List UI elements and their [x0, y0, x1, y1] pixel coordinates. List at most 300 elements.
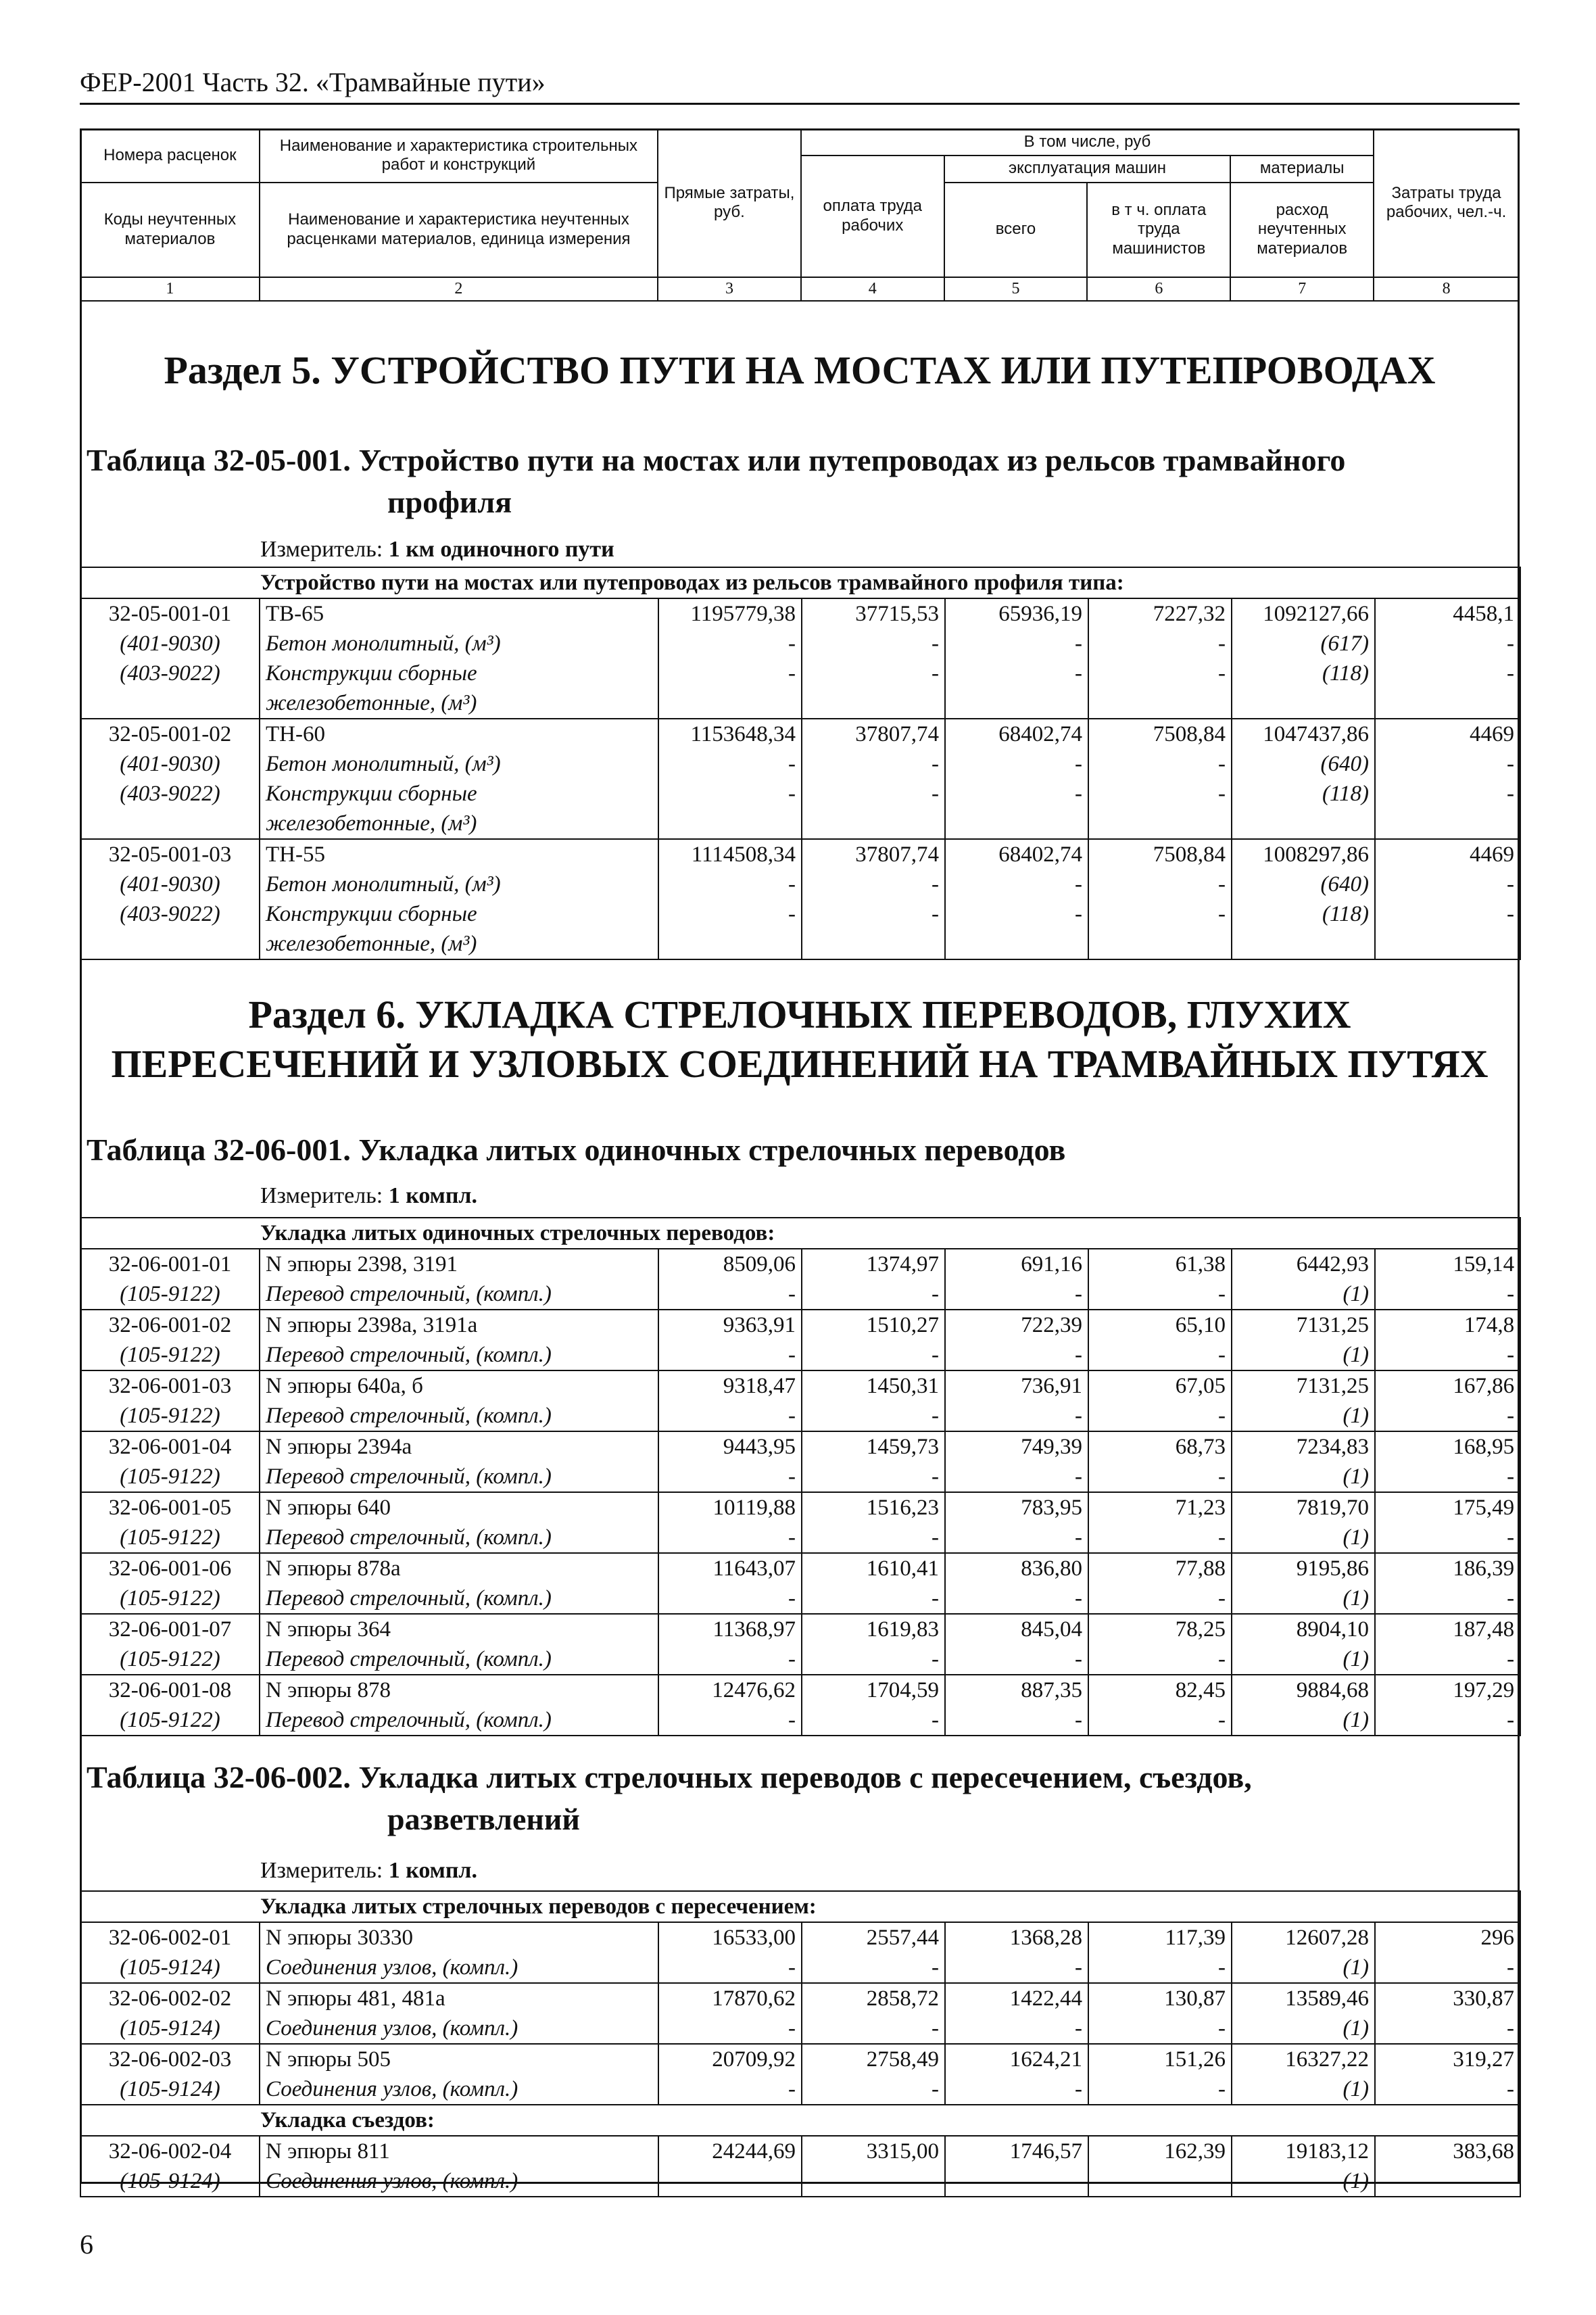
value-cell: - [658, 2013, 802, 2044]
value-cell: - [1375, 1644, 1520, 1675]
value-cell: - [945, 869, 1088, 899]
name-cell: ТН-60 [260, 719, 658, 749]
table-caption-row [80, 1218, 1520, 1249]
value-cell: (118) [1232, 899, 1375, 929]
value-cell: - [658, 1462, 802, 1492]
rate-code-cell: (105-9122) [80, 1583, 260, 1614]
table-32-06-002-title [87, 1757, 1506, 1840]
rate-row [80, 1492, 1520, 1523]
rate-row [80, 2044, 1520, 2074]
value-cell: (640) [1232, 869, 1375, 899]
table-caption-row [80, 2105, 1520, 2136]
rate-code-cell: 32-06-001-04 [80, 1431, 260, 1462]
value-cell: 9443,95 [658, 1431, 802, 1462]
value-cell: - [802, 1644, 945, 1675]
value-cell: - [945, 1401, 1088, 1431]
name-cell: Перевод стрелочный, (компл.) [260, 1401, 658, 1431]
value-cell: 10119,88 [658, 1492, 802, 1523]
value-cell [802, 688, 945, 719]
value-cell [658, 688, 802, 719]
header-group-materials: материалы [1230, 156, 1374, 183]
name-cell: железобетонные, (м³) [260, 929, 658, 959]
value-cell: 16327,22 [1232, 2044, 1375, 2074]
section-title-line: Раздел 6. УКЛАДКА СТРЕЛОЧНЫХ ПЕРЕВОДОВ, ГЛУХИХ [248, 993, 1351, 1036]
value-cell: - [1088, 2074, 1232, 2105]
meter-value: 1 компл. [388, 1858, 478, 1883]
header-rule [80, 103, 1520, 105]
value-cell: 186,39 [1375, 1553, 1520, 1583]
rate-code-cell: 32-06-001-01 [80, 1249, 260, 1279]
name-cell: Перевод стрелочный, (компл.) [260, 1279, 658, 1310]
rate-row [80, 1553, 1520, 1583]
name-cell: ТВ-65 [260, 598, 658, 629]
rate-code-cell: (403-9022) [80, 659, 260, 688]
name-cell: N эпюры 2394а [260, 1431, 658, 1462]
value-cell [1232, 688, 1375, 719]
value-cell: - [945, 1462, 1088, 1492]
value-cell: - [1088, 1644, 1232, 1675]
value-cell: 17870,62 [658, 1983, 802, 2013]
value-cell: - [802, 1340, 945, 1370]
table-32-06-001 [80, 1217, 1521, 1736]
value-cell: - [802, 1953, 945, 1983]
value-cell: - [802, 2166, 945, 2197]
section-5-title: Раздел 5. УСТРОЙСТВО ПУТИ НА МОСТАХ ИЛИ ПУТЕПРОВОДАХ [164, 348, 1436, 392]
value-cell: - [802, 749, 945, 779]
value-cell: 16533,00 [658, 1922, 802, 1953]
value-cell: 37715,53 [802, 598, 945, 629]
material-row [80, 659, 1520, 688]
material-row [80, 1953, 1520, 1983]
name-cell: Конструкции сборные [260, 659, 658, 688]
material-row [80, 1523, 1520, 1553]
material-row [80, 688, 1520, 719]
rate-code-cell [80, 929, 260, 959]
value-cell: - [658, 629, 802, 659]
value-cell: 1704,59 [802, 1675, 945, 1705]
rate-code-cell: 32-05-001-03 [80, 839, 260, 869]
value-cell: 130,87 [1088, 1983, 1232, 2013]
value-cell: - [1088, 749, 1232, 779]
value-cell: - [1375, 629, 1520, 659]
name-cell: Перевод стрелочный, (компл.) [260, 1462, 658, 1492]
rate-code-cell: 32-06-001-08 [80, 1675, 260, 1705]
value-cell: (1) [1232, 2013, 1375, 2044]
value-cell: (118) [1232, 779, 1375, 809]
table-caption: Укладка литых стрелочных переводов с пересечением: [80, 1891, 1520, 1922]
name-cell: Перевод стрелочный, (компл.) [260, 1523, 658, 1553]
value-cell: 11643,07 [658, 1553, 802, 1583]
value-cell: 845,04 [945, 1614, 1088, 1644]
table-32-06-002 [80, 1890, 1521, 2197]
value-cell: - [658, 659, 802, 688]
name-cell: N эпюры 30330 [260, 1922, 658, 1953]
rate-row [80, 1983, 1520, 2013]
value-cell: - [945, 659, 1088, 688]
name-cell: железобетонные, (м³) [260, 688, 658, 719]
value-cell: - [1088, 659, 1232, 688]
value-cell: 6442,93 [1232, 1249, 1375, 1279]
header-cell-4: оплата труда рабочих [801, 156, 944, 277]
value-cell: - [1375, 1705, 1520, 1736]
value-cell: - [802, 1583, 945, 1614]
table-32-05-001 [80, 567, 1521, 960]
material-row [80, 2166, 1520, 2197]
value-cell: 7508,84 [1088, 839, 1232, 869]
table-caption: Устройство пути на мостах или путепроводах из рельсов трамвайного профиля типа: [80, 567, 1520, 598]
value-cell: - [945, 749, 1088, 779]
value-cell: - [1088, 1462, 1232, 1492]
name-cell: N эпюры 481, 481а [260, 1983, 658, 2013]
value-cell: 1610,41 [802, 1553, 945, 1583]
header-number: 7 [1230, 277, 1374, 301]
rate-row [80, 1249, 1520, 1279]
value-cell [945, 929, 1088, 959]
rate-row [80, 1922, 1520, 1953]
value-cell: 319,27 [1375, 2044, 1520, 2074]
table-caption: Укладка литых одиночных стрелочных переводов: [80, 1218, 1520, 1249]
value-cell: 167,86 [1375, 1370, 1520, 1401]
name-cell: Соединения узлов, (компл.) [260, 2166, 658, 2197]
header-number: 8 [1374, 277, 1519, 301]
value-cell: (1) [1232, 1583, 1375, 1614]
rate-code-cell: 32-06-001-03 [80, 1370, 260, 1401]
table-32-06-001-meter [260, 1183, 477, 1209]
meter-label: Измеритель: [260, 1858, 383, 1883]
value-cell: 7131,25 [1232, 1310, 1375, 1340]
value-cell: - [802, 629, 945, 659]
value-cell: 175,49 [1375, 1492, 1520, 1523]
rate-code-cell: 32-05-001-01 [80, 598, 260, 629]
value-cell: - [1375, 2166, 1520, 2197]
value-cell: - [658, 749, 802, 779]
rate-code-cell: (401-9030) [80, 869, 260, 899]
rate-code-cell: (403-9022) [80, 899, 260, 929]
name-cell: Перевод стрелочный, (компл.) [260, 1583, 658, 1614]
value-cell: - [658, 1644, 802, 1675]
meter-label: Измеритель: [260, 537, 383, 562]
value-cell: (1) [1232, 1523, 1375, 1553]
material-row [80, 1644, 1520, 1675]
header-number: 4 [801, 277, 944, 301]
table-caption-row [80, 1891, 1520, 1922]
value-cell: 1195779,38 [658, 598, 802, 629]
material-row [80, 749, 1520, 779]
value-cell: - [1088, 899, 1232, 929]
value-cell: 722,39 [945, 1310, 1088, 1340]
value-cell [1375, 688, 1520, 719]
table-32-05-001-meter [260, 537, 614, 563]
value-cell: - [1375, 1279, 1520, 1310]
header-number: 5 [944, 277, 1088, 301]
value-cell: 736,91 [945, 1370, 1088, 1401]
value-cell: - [658, 1340, 802, 1370]
value-cell: - [1088, 779, 1232, 809]
value-cell: 1516,23 [802, 1492, 945, 1523]
value-cell: - [1375, 2013, 1520, 2044]
column-header-table [80, 128, 1520, 302]
rate-row [80, 1614, 1520, 1644]
value-cell: - [1088, 1953, 1232, 1983]
value-cell: 2758,49 [802, 2044, 945, 2074]
rate-row [80, 598, 1520, 629]
value-cell: - [945, 1583, 1088, 1614]
name-cell: N эпюры 505 [260, 2044, 658, 2074]
value-cell: - [945, 1279, 1088, 1310]
rate-code-cell: 32-06-002-02 [80, 1983, 260, 2013]
value-cell: 13589,46 [1232, 1983, 1375, 2013]
header-cell-2-top: Наименование и характеристика строительных работ и конструкций [260, 129, 658, 183]
value-cell: 11368,97 [658, 1614, 802, 1644]
value-cell: (1) [1232, 1644, 1375, 1675]
value-cell: 887,35 [945, 1675, 1088, 1705]
rate-code-cell: 32-06-002-01 [80, 1922, 260, 1953]
value-cell: - [1375, 899, 1520, 929]
value-cell: 61,38 [1088, 1249, 1232, 1279]
table-title-line: Таблица 32-06-002. Укладка литых стрелочных переводов с пересечением, съездов, [87, 1760, 1252, 1794]
value-cell: - [945, 1523, 1088, 1553]
value-cell: - [658, 1279, 802, 1310]
name-cell: N эпюры 640а, б [260, 1370, 658, 1401]
value-cell: 1450,31 [802, 1370, 945, 1401]
rate-row [80, 1675, 1520, 1705]
value-cell: - [945, 1705, 1088, 1736]
header-number: 2 [260, 277, 658, 301]
rate-code-cell: (401-9030) [80, 629, 260, 659]
value-cell: - [945, 1953, 1088, 1983]
rate-code-cell: (105-9122) [80, 1279, 260, 1310]
rate-code-cell: 32-06-001-06 [80, 1553, 260, 1583]
value-cell: 65936,19 [945, 598, 1088, 629]
header-group-machines: эксплуатация машин [944, 156, 1231, 183]
value-cell: 12607,28 [1232, 1922, 1375, 1953]
rate-code-cell: 32-05-001-02 [80, 719, 260, 749]
value-cell [1088, 809, 1232, 839]
value-cell [658, 809, 802, 839]
table-32-05-001-title [87, 439, 1506, 523]
value-cell: 9318,47 [658, 1370, 802, 1401]
table-title-line: профиля [387, 485, 512, 520]
value-cell: - [1088, 1705, 1232, 1736]
value-cell: - [1088, 1523, 1232, 1553]
value-cell: 1114508,34 [658, 839, 802, 869]
value-cell: 168,95 [1375, 1431, 1520, 1462]
material-row [80, 629, 1520, 659]
rate-code-cell: 32-06-001-05 [80, 1492, 260, 1523]
header-cell-1-top: Номера расценок [80, 129, 260, 183]
value-cell: 9195,86 [1232, 1553, 1375, 1583]
rate-code-cell: 32-06-001-07 [80, 1614, 260, 1644]
value-cell: - [802, 2074, 945, 2105]
value-cell: 783,95 [945, 1492, 1088, 1523]
value-cell: 330,87 [1375, 1983, 1520, 2013]
rate-code-cell: (105-9122) [80, 1340, 260, 1370]
material-row [80, 2013, 1520, 2044]
value-cell: 1459,73 [802, 1431, 945, 1462]
rate-code-cell: (403-9022) [80, 779, 260, 809]
section-6-title [80, 991, 1520, 1089]
value-cell: 71,23 [1088, 1492, 1232, 1523]
value-cell [658, 929, 802, 959]
value-cell [945, 688, 1088, 719]
value-cell [1375, 809, 1520, 839]
material-row [80, 869, 1520, 899]
value-cell: 1510,27 [802, 1310, 945, 1340]
header-cell-5: всего [944, 183, 1088, 277]
value-cell: 691,16 [945, 1249, 1088, 1279]
value-cell: 4469 [1375, 719, 1520, 749]
value-cell: - [658, 1583, 802, 1614]
material-row [80, 809, 1520, 839]
value-cell: 8509,06 [658, 1249, 802, 1279]
value-cell: - [658, 779, 802, 809]
value-cell: - [802, 1705, 945, 1736]
value-cell: - [802, 1401, 945, 1431]
value-cell: 67,05 [1088, 1370, 1232, 1401]
name-cell: Перевод стрелочный, (компл.) [260, 1644, 658, 1675]
name-cell: Конструкции сборные [260, 779, 658, 809]
value-cell: 1422,44 [945, 1983, 1088, 2013]
rate-row [80, 1310, 1520, 1340]
name-cell: N эпюры 2398, 3191 [260, 1249, 658, 1279]
name-cell: N эпюры 878а [260, 1553, 658, 1583]
value-cell: 4469 [1375, 839, 1520, 869]
rate-code-cell: 32-06-001-02 [80, 1310, 260, 1340]
meter-label: Измеритель: [260, 1183, 383, 1208]
value-cell: - [1088, 2013, 1232, 2044]
section-title-line: ПЕРЕСЕЧЕНИЙ И УЗЛОВЫХ СОЕДИНЕНИЙ НА ТРАМВАЙНЫХ ПУТЯХ [111, 1041, 1489, 1086]
value-cell: 4458,1 [1375, 598, 1520, 629]
value-cell: - [658, 1401, 802, 1431]
material-row [80, 929, 1520, 959]
rate-row [80, 1431, 1520, 1462]
value-cell: (640) [1232, 749, 1375, 779]
value-cell: - [658, 899, 802, 929]
value-cell: 2858,72 [802, 1983, 945, 2013]
value-cell: (118) [1232, 659, 1375, 688]
value-cell: - [945, 1340, 1088, 1370]
name-cell: Бетон монолитный, (м³) [260, 749, 658, 779]
value-cell: - [1375, 869, 1520, 899]
rate-row [80, 1370, 1520, 1401]
value-cell: (1) [1232, 1340, 1375, 1370]
value-cell: 37807,74 [802, 719, 945, 749]
header-group-including: В том числе, руб [801, 129, 1374, 156]
value-cell [1088, 688, 1232, 719]
rate-code-cell: (105-9122) [80, 1401, 260, 1431]
value-cell: 1374,97 [802, 1249, 945, 1279]
name-cell: N эпюры 2398а, 3191а [260, 1310, 658, 1340]
value-cell: - [802, 899, 945, 929]
material-row [80, 899, 1520, 929]
value-cell: 1368,28 [945, 1922, 1088, 1953]
value-cell: - [1088, 2166, 1232, 2197]
value-cell: 117,39 [1088, 1922, 1232, 1953]
value-cell: - [658, 1523, 802, 1553]
value-cell: 1624,21 [945, 2044, 1088, 2074]
value-cell: 82,45 [1088, 1675, 1232, 1705]
value-cell: 174,8 [1375, 1310, 1520, 1340]
material-row [80, 1462, 1520, 1492]
value-cell: 68402,74 [945, 719, 1088, 749]
header-number: 6 [1087, 277, 1230, 301]
page-number: 6 [80, 2229, 93, 2260]
material-row [80, 1583, 1520, 1614]
meter-value: 1 км одиночного пути [388, 537, 614, 562]
name-cell: N эпюры 640 [260, 1492, 658, 1523]
value-cell: 7234,83 [1232, 1431, 1375, 1462]
table-caption-row [80, 567, 1520, 598]
value-cell: 19183,12 [1232, 2136, 1375, 2166]
name-cell: ТН-55 [260, 839, 658, 869]
value-cell: (1) [1232, 1462, 1375, 1492]
name-cell: железобетонные, (м³) [260, 809, 658, 839]
value-cell: 383,68 [1375, 2136, 1520, 2166]
value-cell: 197,29 [1375, 1675, 1520, 1705]
value-cell [1088, 929, 1232, 959]
name-cell: N эпюры 364 [260, 1614, 658, 1644]
value-cell: 7508,84 [1088, 719, 1232, 749]
value-cell: - [945, 629, 1088, 659]
header-cell-3: Прямые затраты, руб. [658, 129, 801, 277]
value-cell: 24244,69 [658, 2136, 802, 2166]
table-title-line: Таблица 32-06-001. Укладка литых одиночных стрелочных переводов [87, 1132, 1066, 1167]
material-row [80, 1340, 1520, 1370]
rate-code-cell: 32-06-002-04 [80, 2136, 260, 2166]
value-cell: 151,26 [1088, 2044, 1232, 2074]
value-cell: 2557,44 [802, 1922, 945, 1953]
page-header: ФЕР-2001 Часть 32. «Трамвайные пути» [80, 67, 546, 97]
table-32-06-001-title [87, 1129, 1506, 1171]
value-cell: (617) [1232, 629, 1375, 659]
name-cell: Соединения узлов, (компл.) [260, 2074, 658, 2105]
name-cell: Соединения узлов, (компл.) [260, 1953, 658, 1983]
value-cell: 187,48 [1375, 1614, 1520, 1644]
value-cell: - [802, 1279, 945, 1310]
value-cell: - [1375, 1462, 1520, 1492]
value-cell [802, 929, 945, 959]
value-cell [1232, 809, 1375, 839]
name-cell: Конструкции сборные [260, 899, 658, 929]
value-cell: 7227,32 [1088, 598, 1232, 629]
value-cell: 296 [1375, 1922, 1520, 1953]
name-cell: Перевод стрелочный, (компл.) [260, 1340, 658, 1370]
rate-row [80, 839, 1520, 869]
material-row [80, 1401, 1520, 1431]
value-cell [1375, 929, 1520, 959]
rate-code-cell: (105-9124) [80, 2013, 260, 2044]
value-cell: - [945, 779, 1088, 809]
header-number: 1 [80, 277, 260, 301]
value-cell: 9363,91 [658, 1310, 802, 1340]
value-cell: 20709,92 [658, 2044, 802, 2074]
rate-code-cell: (105-9124) [80, 2166, 260, 2197]
value-cell: - [1375, 2074, 1520, 2105]
value-cell: 9884,68 [1232, 1675, 1375, 1705]
value-cell: 77,88 [1088, 1553, 1232, 1583]
value-cell: - [802, 1462, 945, 1492]
value-cell: (1) [1232, 1279, 1375, 1310]
value-cell: - [1375, 1583, 1520, 1614]
value-cell: - [1375, 1340, 1520, 1370]
table-title-line: Таблица 32-05-001. Устройство пути на мостах или путепроводах из рельсов трамвайного [87, 443, 1346, 477]
table-title-line: разветвлений [387, 1802, 580, 1837]
rate-code-cell: 32-06-002-03 [80, 2044, 260, 2074]
material-row [80, 779, 1520, 809]
value-cell: - [802, 779, 945, 809]
header-number: 3 [658, 277, 801, 301]
name-cell: Соединения узлов, (компл.) [260, 2013, 658, 2044]
